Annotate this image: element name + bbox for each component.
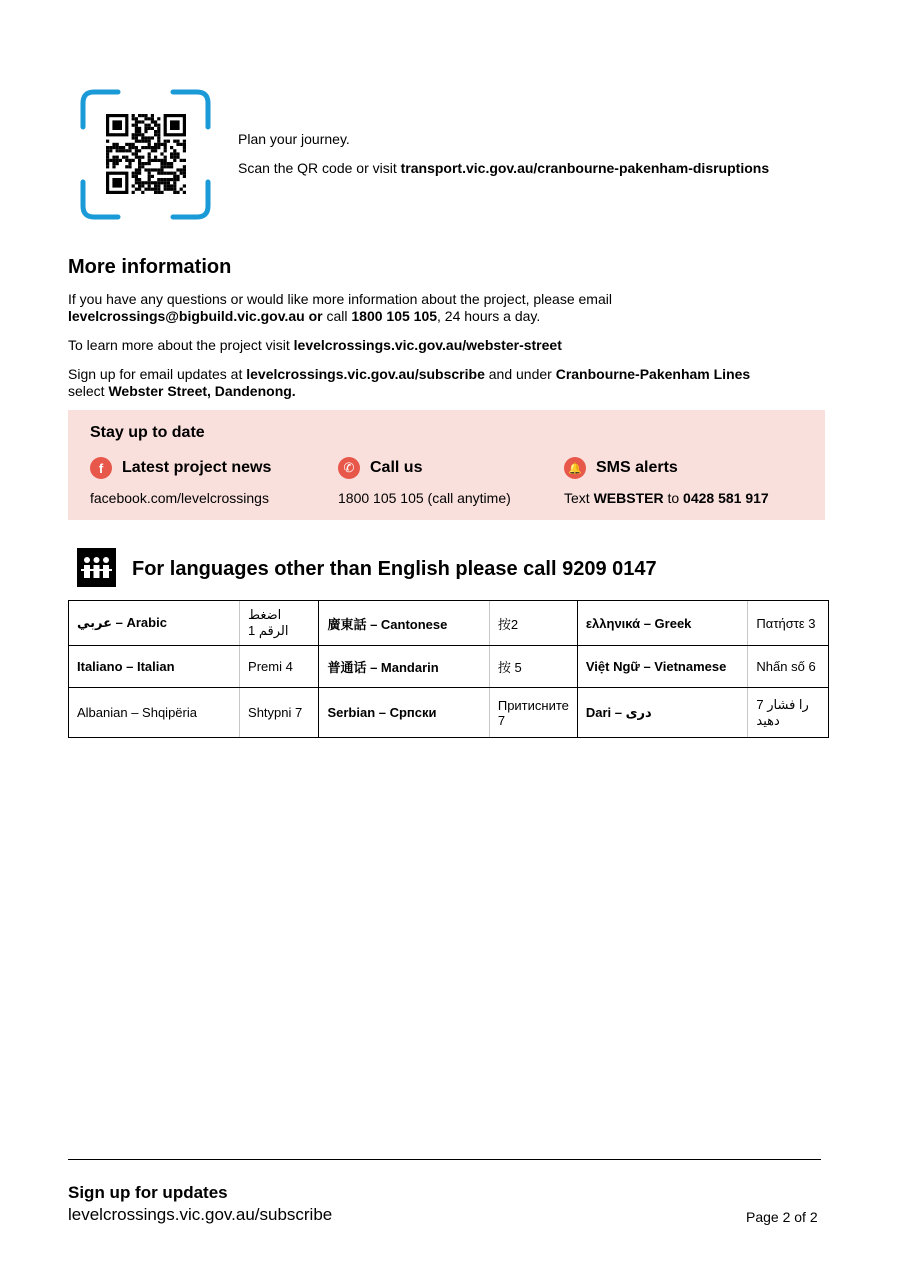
language-name: Dari – دری — [577, 688, 748, 738]
table-row — [69, 688, 829, 738]
latest-news-column: f Latest project news facebook.com/levelcrossings — [90, 459, 272, 506]
language-option: 按 5 — [489, 646, 577, 688]
qr-code[interactable] — [106, 113, 186, 195]
language-name: Serbian – Српски — [319, 688, 489, 738]
sms-alerts-column: 🔔 SMS alerts Text WEBSTER to 0428 581 917 — [564, 459, 769, 506]
table-row — [69, 601, 829, 646]
language-name: عربي – Arabic — [69, 601, 240, 646]
language-name: Italiano – Italian — [69, 646, 240, 688]
signup-heading: Sign up for updates — [68, 1183, 228, 1202]
signup-link[interactable]: levelcrossings.vic.gov.au/subscribe — [68, 1205, 333, 1224]
language-name: Việt Ngữ – Vietnamese — [577, 646, 748, 688]
footer-divider — [68, 1159, 821, 1160]
language-option: Притисните 7 — [489, 688, 577, 738]
language-name: Albanian – Shqipëria — [69, 688, 240, 738]
plan-journey-text: Plan your journey. — [238, 131, 350, 147]
webster-street-link[interactable]: levelcrossings.vic.gov.au/webster-street — [293, 337, 562, 353]
language-option: Shtypni 7 — [240, 688, 319, 738]
facebook-icon: f — [90, 457, 112, 479]
languages-heading: For languages other than English please call 9209 0147 — [132, 558, 657, 580]
phone-icon: ✆ — [338, 457, 360, 479]
call-us-number[interactable]: 1800 105 105 (call anytime) — [338, 490, 511, 506]
call-us-column: ✆ Call us 1800 105 105 (call anytime) — [338, 459, 511, 506]
languages-table — [68, 600, 829, 738]
interpreter-icon — [77, 548, 116, 587]
stay-up-to-date-panel — [68, 410, 825, 520]
language-option: اضغط الرقم 1 — [240, 601, 319, 646]
signup-paragraph: Sign up for email updates at levelcrossings.vic.gov.au/subscribe and under Cranbourne-Pakenham Lines select Webster Street, Dandenong. — [68, 366, 751, 399]
language-option: Πατήστε 3 — [748, 601, 829, 646]
project-link-paragraph: To learn more about the project visit levelcrossings.vic.gov.au/webster-street — [68, 337, 562, 353]
contact-paragraph: If you have any questions or would like more information about the project, please email levelcrossings@bigbuild.vic.gov.au or call 1800 105 105, 24 hours a day. — [68, 291, 612, 324]
subscribe-link[interactable]: levelcrossings.vic.gov.au/subscribe — [246, 366, 485, 382]
facebook-link[interactable]: facebook.com/levelcrossings — [90, 490, 269, 506]
language-option: 按2 — [489, 601, 577, 646]
scan-qr-text: Scan the QR code or visit transport.vic.gov.au/cranbourne-pakenham-disruptions — [238, 160, 770, 176]
more-information-heading: More information — [68, 256, 232, 278]
transport-link[interactable]: transport.vic.gov.au/cranbourne-pakenham-disruptions — [400, 160, 770, 176]
language-name: 廣東話 – Cantonese — [319, 601, 489, 646]
language-option: Nhấn số 6 — [748, 646, 829, 688]
language-option: 7 را فشار دهید — [748, 688, 829, 738]
language-name: 普通话 – Mandarin — [319, 646, 489, 688]
bell-icon: 🔔 — [564, 457, 586, 479]
sms-instruction[interactable]: Text WEBSTER to 0428 581 917 — [564, 490, 769, 506]
language-option: Premi 4 — [240, 646, 319, 688]
table-row — [69, 646, 829, 688]
page-number: Page 2 of 2 — [746, 1209, 818, 1225]
email-link[interactable]: levelcrossings@bigbuild.vic.gov.au or — [68, 308, 323, 324]
phone-number[interactable]: 1800 105 105 — [351, 308, 438, 324]
language-name: ελληνικά – Greek — [577, 601, 748, 646]
stay-up-to-date-title: Stay up to date — [90, 424, 205, 441]
